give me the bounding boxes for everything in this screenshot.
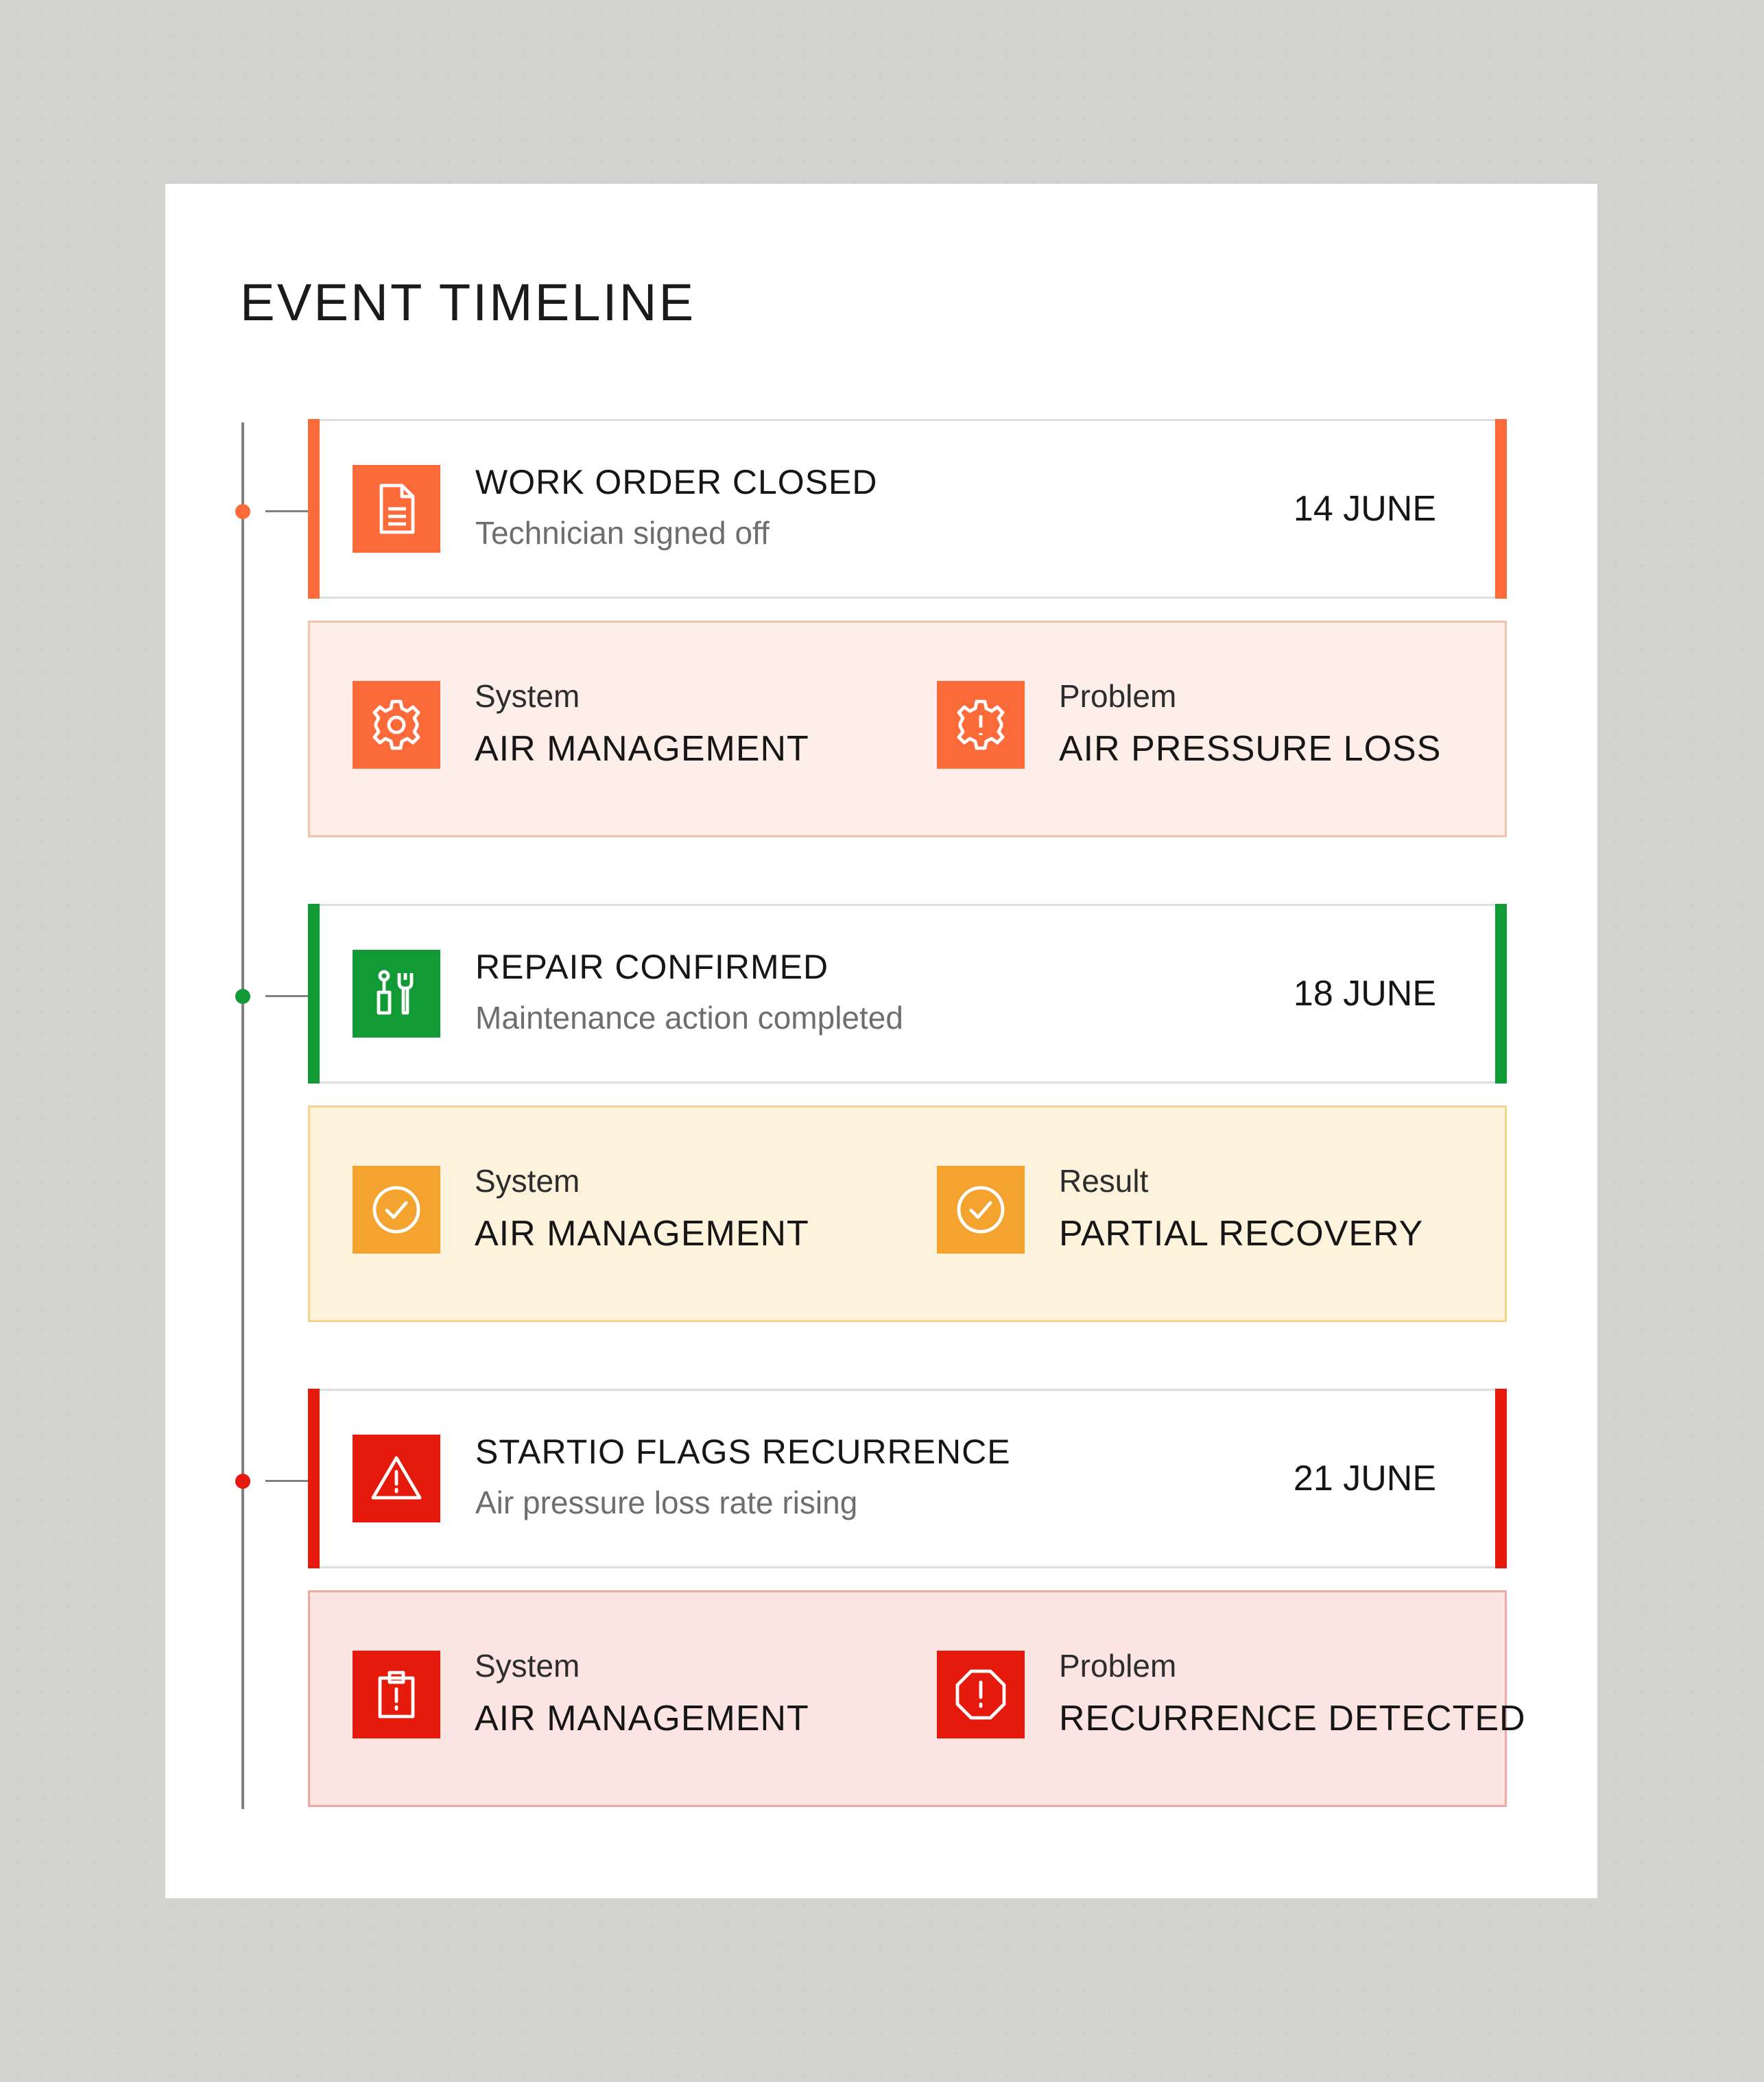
- detail-label: System: [475, 678, 580, 714]
- timeline-connector: [265, 510, 313, 512]
- event-date: 18 JUNE: [1293, 974, 1436, 1014]
- octagon-alert-icon: [937, 1651, 1025, 1738]
- timeline-dot: [235, 989, 250, 1004]
- event-card-work-order-closed[interactable]: [308, 419, 1507, 599]
- timeline-dot: [235, 504, 250, 519]
- clipboard-alert-icon: [353, 1651, 440, 1738]
- event-date: 14 JUNE: [1293, 489, 1436, 529]
- timeline-rail: [241, 422, 244, 1809]
- event-accent-bar: [308, 904, 320, 1084]
- event-details-panel: [308, 1590, 1526, 1807]
- warning-triangle-icon: [353, 1435, 440, 1522]
- event-subtitle: Maintenance action completed: [475, 1000, 903, 1036]
- gear-icon: [353, 681, 440, 769]
- event-timeline-panel: [165, 184, 1597, 1898]
- timeline-dot: [235, 1474, 250, 1489]
- event-subtitle: Technician signed off: [475, 515, 770, 551]
- document-icon: [353, 465, 440, 553]
- event-card-startio-flags-recurrence[interactable]: [308, 1389, 1507, 1568]
- event-title: WORK ORDER CLOSED: [475, 463, 878, 501]
- detail-value: AIR MANAGEMENT: [475, 1699, 809, 1738]
- event-accent-bar: [308, 1389, 320, 1568]
- gear-alert-icon: [937, 681, 1025, 769]
- event-title: STARTIO FLAGS RECURRENCE: [475, 1433, 1011, 1471]
- detail-label: Problem: [1059, 1648, 1177, 1684]
- detail-label: System: [475, 1648, 580, 1684]
- event-date: 21 JUNE: [1293, 1459, 1436, 1498]
- event-accent-bar: [1495, 904, 1507, 1084]
- detail-label: Result: [1059, 1163, 1149, 1199]
- timeline-connector: [265, 1480, 313, 1482]
- detail-value: RECURRENCE DETECTED: [1059, 1699, 1526, 1738]
- page-title: EVENT TIMELINE: [240, 274, 696, 332]
- check-circle-icon: [937, 1166, 1025, 1254]
- event-accent-bar: [1495, 419, 1507, 599]
- event-title: REPAIR CONFIRMED: [475, 948, 829, 986]
- event-accent-bar: [308, 419, 320, 599]
- detail-label: Problem: [1059, 678, 1177, 714]
- event-details-panel: [308, 621, 1507, 837]
- check-circle-icon: [353, 1166, 440, 1254]
- detail-value: AIR MANAGEMENT: [475, 729, 809, 769]
- detail-value: PARTIAL RECOVERY: [1059, 1214, 1424, 1254]
- event-card-repair-confirmed[interactable]: [308, 904, 1507, 1084]
- tools-icon: [353, 950, 440, 1038]
- event-accent-bar: [1495, 1389, 1507, 1568]
- detail-value: AIR PRESSURE LOSS: [1059, 729, 1442, 769]
- detail-label: System: [475, 1163, 580, 1199]
- detail-value: AIR MANAGEMENT: [475, 1214, 809, 1254]
- event-subtitle: Air pressure loss rate rising: [475, 1485, 858, 1520]
- timeline-connector: [265, 995, 313, 997]
- event-details-panel: [308, 1105, 1507, 1322]
